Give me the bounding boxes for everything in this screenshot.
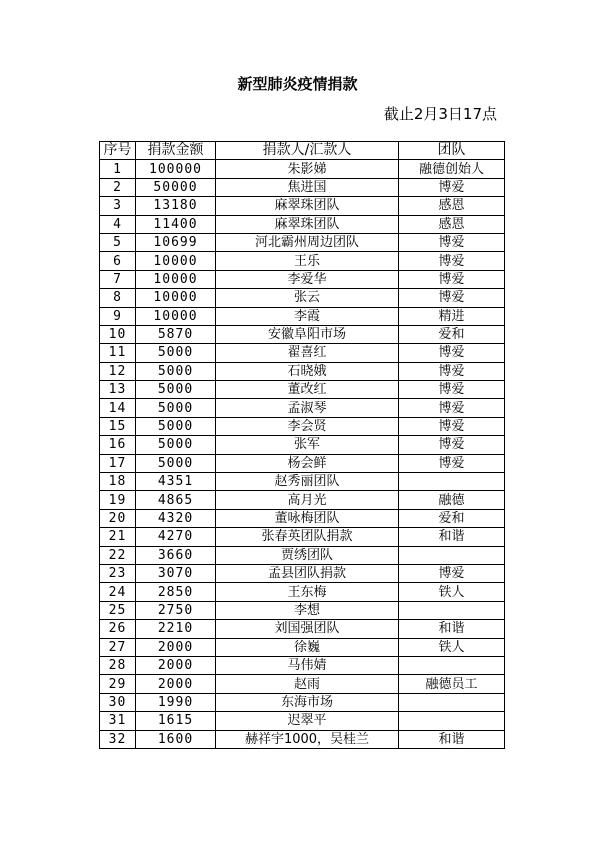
donation-amount-cell: 5000 [136,399,216,417]
table-row [100,399,505,417]
table-row [100,270,505,288]
donation-amount-cell: 4351 [136,473,216,491]
team-name-cell: 博爱 [399,270,505,288]
donation-amount-cell: 100000 [136,160,216,178]
donation-amount-cell: 1600 [136,730,216,748]
donor-name-cell: 翟喜红 [216,344,399,362]
row-number-cell: 5 [100,233,136,251]
row-number-cell: 32 [100,730,136,748]
donor-name-cell: 孟县团队捐款 [216,564,399,582]
donor-name-cell: 迟翠平 [216,712,399,730]
row-number-cell: 8 [100,289,136,307]
donation-amount-cell: 2000 [136,638,216,656]
table-row [100,656,505,674]
team-name-cell: 博爱 [399,417,505,435]
donation-amount-cell: 10000 [136,307,216,325]
row-number-cell: 19 [100,491,136,509]
row-number-cell: 22 [100,546,136,564]
row-number-cell: 23 [100,564,136,582]
table-body [100,160,505,749]
team-name-cell: 和谐 [399,620,505,638]
table-row [100,381,505,399]
donor-name-cell: 孟淑琴 [216,399,399,417]
table-row [100,638,505,656]
donor-name-cell: 王乐 [216,252,399,270]
cutoff-date-note: 截止2月3日17点 [383,105,497,123]
donation-amount-cell: 10000 [136,252,216,270]
table-row [100,344,505,362]
row-number-cell: 28 [100,656,136,674]
donation-amount-cell: 5000 [136,417,216,435]
donor-name-cell: 杨会鲜 [216,454,399,472]
row-number-cell: 29 [100,675,136,693]
donation-amount-cell: 2850 [136,583,216,601]
row-number-cell: 1 [100,160,136,178]
team-name-cell: 博爱 [399,362,505,380]
team-name-cell: 博爱 [399,454,505,472]
row-number-cell: 16 [100,436,136,454]
team-name-cell: 博爱 [399,289,505,307]
row-number-cell: 7 [100,270,136,288]
team-name-cell [399,546,505,564]
team-name-cell: 感恩 [399,197,505,215]
row-number-cell: 27 [100,638,136,656]
team-name-cell: 融德员工 [399,675,505,693]
table-row [100,620,505,638]
column-header-number: 序号 [100,142,136,160]
table-row [100,178,505,196]
team-name-cell: 博爱 [399,436,505,454]
team-name-cell: 铁人 [399,583,505,601]
team-name-cell: 博爱 [399,252,505,270]
donation-amount-cell: 5000 [136,362,216,380]
team-name-cell: 爱和 [399,509,505,527]
table-row [100,160,505,178]
column-header-donor: 捐款人/汇款人 [216,142,399,160]
donor-name-cell: 赵秀丽团队 [216,473,399,491]
table-row [100,197,505,215]
row-number-cell: 24 [100,583,136,601]
donor-name-cell: 焦进国 [216,178,399,196]
donation-table [99,141,505,749]
row-number-cell: 26 [100,620,136,638]
team-name-cell: 博爱 [399,399,505,417]
donation-amount-cell: 3070 [136,564,216,582]
donor-name-cell: 麻翠珠团队 [216,197,399,215]
table-row [100,528,505,546]
row-number-cell: 4 [100,215,136,233]
row-number-cell: 6 [100,252,136,270]
team-name-cell: 感恩 [399,215,505,233]
table-row [100,546,505,564]
row-number-cell: 3 [100,197,136,215]
team-name-cell: 铁人 [399,638,505,656]
donor-name-cell: 张军 [216,436,399,454]
team-name-cell [399,656,505,674]
table-row [100,583,505,601]
donation-amount-cell: 13180 [136,197,216,215]
column-header-amount: 捐款金额 [136,142,216,160]
donation-amount-cell: 4865 [136,491,216,509]
row-number-cell: 9 [100,307,136,325]
table-row [100,491,505,509]
donor-name-cell: 李想 [216,601,399,619]
row-number-cell: 20 [100,509,136,527]
row-number-cell: 30 [100,693,136,711]
donor-name-cell: 麻翠珠团队 [216,215,399,233]
donation-amount-cell: 2750 [136,601,216,619]
team-name-cell [399,601,505,619]
donation-amount-cell: 5000 [136,381,216,399]
donation-amount-cell: 5000 [136,344,216,362]
donation-amount-cell: 2210 [136,620,216,638]
table-row [100,252,505,270]
table-row [100,564,505,582]
donor-name-cell: 赵雨 [216,675,399,693]
team-name-cell: 博爱 [399,564,505,582]
donation-amount-cell: 2000 [136,675,216,693]
column-header-team: 团队 [399,142,505,160]
table-row [100,417,505,435]
donor-name-cell: 马伟婧 [216,656,399,674]
table-row [100,693,505,711]
donor-name-cell: 贾绣团队 [216,546,399,564]
table-row [100,601,505,619]
donation-amount-cell: 4320 [136,509,216,527]
row-number-cell: 31 [100,712,136,730]
donation-amount-cell: 1615 [136,712,216,730]
donor-name-cell: 刘国强团队 [216,620,399,638]
team-name-cell: 博爱 [399,344,505,362]
donor-name-cell: 张春英团队捐款 [216,528,399,546]
donor-name-cell: 张云 [216,289,399,307]
donor-name-cell: 王东梅 [216,583,399,601]
table-row [100,436,505,454]
donation-amount-cell: 1990 [136,693,216,711]
team-name-cell [399,712,505,730]
donation-amount-cell: 11400 [136,215,216,233]
team-name-cell: 博爱 [399,381,505,399]
team-name-cell: 融德 [399,491,505,509]
row-number-cell: 11 [100,344,136,362]
donation-amount-cell: 10000 [136,270,216,288]
row-number-cell: 15 [100,417,136,435]
row-number-cell: 2 [100,178,136,196]
table-row [100,307,505,325]
donor-name-cell: 李霞 [216,307,399,325]
donor-name-cell: 徐巍 [216,638,399,656]
team-name-cell: 爱和 [399,325,505,343]
row-number-cell: 13 [100,381,136,399]
table-row [100,325,505,343]
team-name-cell [399,693,505,711]
team-name-cell: 和谐 [399,528,505,546]
donation-amount-cell: 3660 [136,546,216,564]
row-number-cell: 18 [100,473,136,491]
donation-amount-cell: 4270 [136,528,216,546]
table-header-row [100,142,505,160]
donor-name-cell: 朱影娣 [216,160,399,178]
donation-amount-cell: 50000 [136,178,216,196]
donor-name-cell: 董改红 [216,381,399,399]
table-row [100,362,505,380]
donation-amount-cell: 5870 [136,325,216,343]
table-row [100,454,505,472]
donor-name-cell: 李会贤 [216,417,399,435]
table-row [100,215,505,233]
donor-name-cell: 河北霸州周边团队 [216,233,399,251]
donation-amount-cell: 5000 [136,454,216,472]
team-name-cell: 和谐 [399,730,505,748]
donor-name-cell: 赫祥宇1000，吴桂兰 [216,730,399,748]
donation-amount-cell: 10000 [136,289,216,307]
table-row [100,509,505,527]
team-name-cell: 博爱 [399,233,505,251]
table-row [100,473,505,491]
team-name-cell: 精进 [399,307,505,325]
table-row [100,712,505,730]
donation-amount-cell: 5000 [136,436,216,454]
row-number-cell: 17 [100,454,136,472]
donor-name-cell: 安徽阜阳市场 [216,325,399,343]
donation-amount-cell: 2000 [136,656,216,674]
row-number-cell: 14 [100,399,136,417]
row-number-cell: 12 [100,362,136,380]
donation-amount-cell: 10699 [136,233,216,251]
donor-name-cell: 石晓娥 [216,362,399,380]
table-row [100,233,505,251]
row-number-cell: 25 [100,601,136,619]
donor-name-cell: 高月光 [216,491,399,509]
donor-name-cell: 董咏梅团队 [216,509,399,527]
table-row [100,730,505,748]
team-name-cell: 博爱 [399,178,505,196]
team-name-cell: 融德创始人 [399,160,505,178]
donor-name-cell: 李爱华 [216,270,399,288]
donor-name-cell: 东海市场 [216,693,399,711]
table-row [100,289,505,307]
row-number-cell: 21 [100,528,136,546]
page-title: 新型肺炎疫情捐款 [237,75,358,93]
table-row [100,675,505,693]
team-name-cell [399,473,505,491]
row-number-cell: 10 [100,325,136,343]
